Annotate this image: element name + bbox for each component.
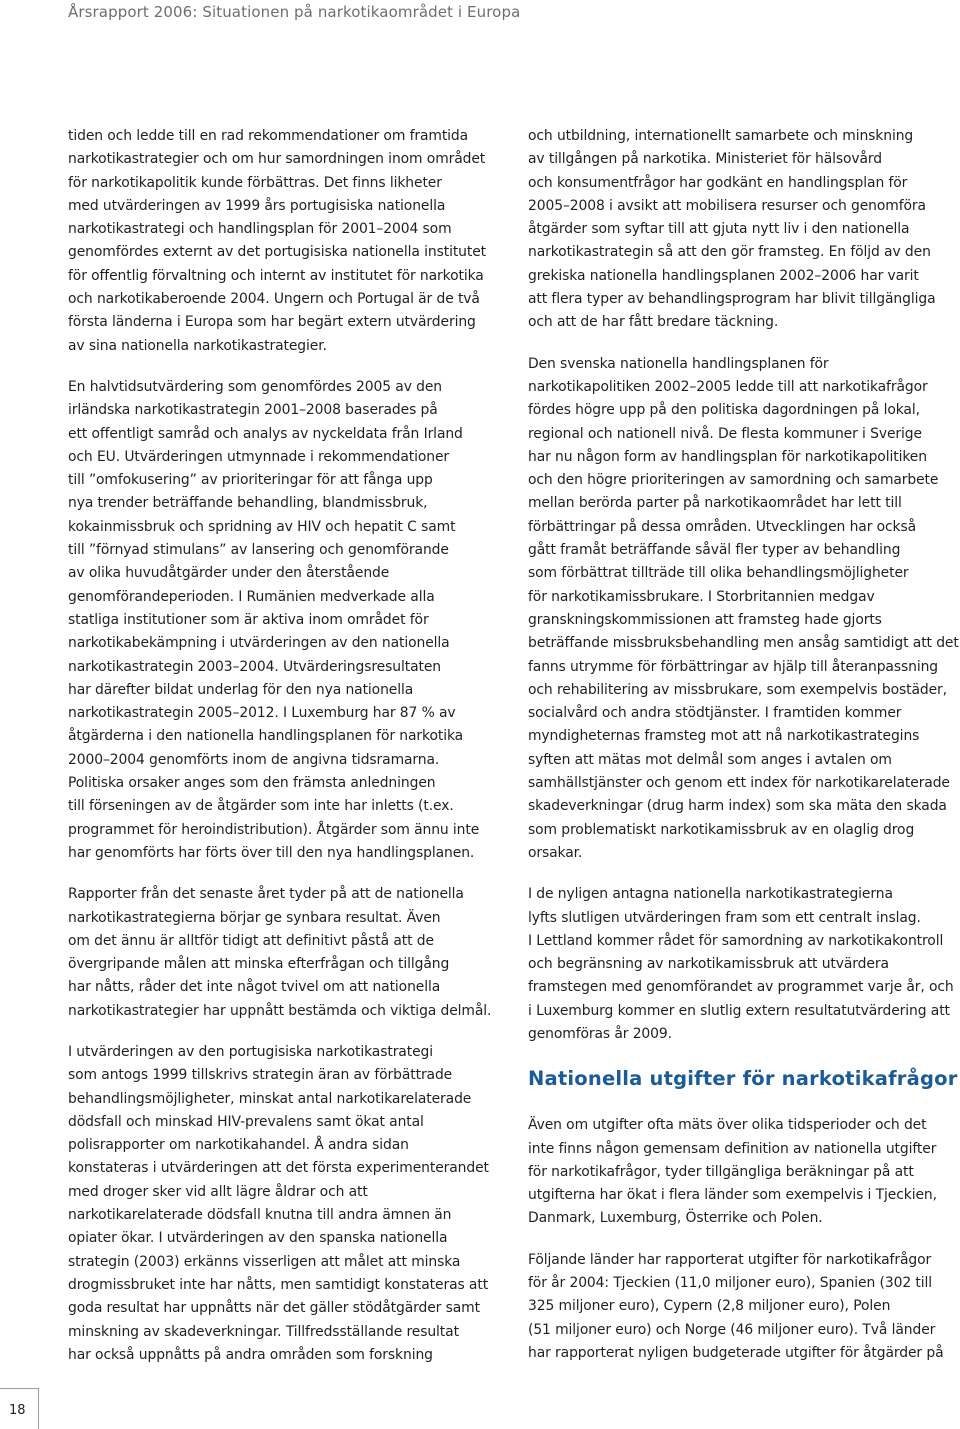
body-paragraph: I de nyligen antagna nationella narkotikastrategierna lyfts slutligen utvärderingen fram som ett centralt inslag. I Lettland kommer rådet för samordning av narkotikakontroll och begränsning av narkotikamissbruk att utvärdera framstegen med genomförandet av programmet varje år, och i Luxemburg kommer en slutlig extern resultatutvärdering att genomföras år 2009. [528, 886, 954, 1042]
right-column [528, 125, 960, 1383]
body-paragraph: Följande länder har rapporterat utgifter för narkotikafrågor för år 2004: Tjeckien (11,0 miljoner euro), Spanien (302 till 325 miljoner euro), Cypern (2,8 miljoner euro), Polen (51 miljoner euro) och Norge (46 miljoner euro). Två länder har rapporterat nyligen budgeterade utgifter för åtgärder på [528, 1251, 944, 1361]
body-paragraph: och utbildning, internationellt samarbete och minskning av tillgången på narkotika. Ministeriet för hälsovård och konsumentfrågor har godkänt en handlingsplan för 2005–2008 i avsikt att mobilisera resurser och genomföra åtgärder som syftar till att gjuta nytt liv i den nationella narkotikastrategin så att den gör framsteg. En följd av den grekiska nationella handlingsplanen 2002–2006 har varit att flera typer av behandlingsprogram har blivit tillgängliga och att de har fått bredare täckning. [528, 128, 936, 331]
body-paragraph: Den svenska nationella handlingsplanen för narkotikapolitiken 2002–2005 ledde till att narkotikafrågor fördes högre upp på den politiska dagordningen på lokal, regional och nationell nivå. De flesta kommuner i Sverige har nu någon form av handlingsplan för narkotikapolitiken och den högre prioriteringen av samordning och samarbete mellan berörda parter på narkotikaområdet har lett till förbättringar på dessa områden. Utvecklingen har också gått framåt beträffande såväl fler typer av behandling som förbättrat tillträde till olika behandlingsmöjligheter för narkotikamissbrukare. I Storbritannien medgav granskningskommissionen att framsteg hade gjorts beträffande missbruksbehandling men ansåg samtidigt att det fanns utrymme för förbättringar av hjälp till återanpassning och rehabilitering av missbrukare, som exempelvis bostäder, socialvård och andra stödtjänster. I framtiden kommer myndigheternas framsteg mot att nå narkotikastrategins syften att mätas mot delmål som anges i avtalen om samhällstjänster och genom ett index för narkotikarelaterade skadeverkningar (drug harm index) som ska mäta den skada som problematiskt narkotikamissbruk av en olaglig drog orsakar. [528, 355, 959, 861]
section-heading: Nationella utgifter för narkotikafrågor [528, 1067, 958, 1091]
body-paragraph: Även om utgifter ofta mäts över olika tidsperioder och det inte finns någon gemensam definition av nationella utgifter för narkotikafrågor, tyder tillgängliga beräkningar på att utgifterna har ökat i flera länder som exempelvis i Tjeckien, Danmark, Luxemburg, Österrike och Polen. [528, 1117, 937, 1227]
page-number-box [0, 1388, 39, 1429]
page-number: 18 [9, 1403, 26, 1418]
body-paragraph: Rapporter från det senaste året tyder på att de nationella narkotikastrategierna börjar ge synbara resultat. Även om det ännu är alltför tidigt att definitivt påstå att de övergripande målen att minska efterfrågan och tillgång har nåtts, råder det inte något tvivel om att nationella narkotikastrategier har uppnått bestämda och viktiga delmål. [68, 886, 492, 1019]
running-header: Årsrapport 2006: Situationen på narkotikaområdet i Europa [68, 3, 521, 21]
body-paragraph: En halvtidsutvärdering som genomfördes 2005 av den irländska narkotikastrategin 2001–2008 baserades på ett offentligt samråd och analys av nyckeldata från Irland och EU. Utvärderingen utmynnade i rekommendationer till ”omfokusering” av prioriteringar för att fånga upp nya trender beträffande behandling, blandmissbruk, kokainmissbruk och spridning av HIV och hepatit C samt till ”förnyad stimulans” av lansering och genomförande av olika huvudåtgärder under den återstående genomförandeperioden. I Rumänien medverkade alla statliga institutioner som är aktiva inom området för narkotikabekämpning i utvärderingen av den nationella narkotikastrategin 2003–2004. Utvärderingsresultaten har därefter bildat underlag för den nya nationella narkotikastrategin 2005–2012. I Luxemburg har 87 % av åtgärderna i den nationella handlingsplanen för narkotika 2000–2004 genomförts inom de angivna tidsramarna. Politiska orsaker anges som den främsta anledningen till förseningen av de åtgärder som inte har inletts (t.ex. programmet för heroindistribution). Åtgärder som ännu inte har genomförts har förts över till den nya handlingsplanen. [68, 378, 480, 861]
body-paragraph: I utvärderingen av den portugisiska narkotikastrategi som antogs 1999 tillskrivs strategin äran av förbättrade behandlingsmöjligheter, minskat antal narkotikarelaterade dödsfall och minskad HIV-prevalens samt ökat antal polisrapporter om narkotikahandel. Å andra sidan konstateras i utvärderingen att det första experimenterandet med droger sker vid allt lägre åldrar och att narkotikarelaterade dödsfall knutna till andra ämnen än opiater ökar. I utvärderingen av den spanska nationella strategin (2003) erkänns visserligen att målet att minska drogmissbruket inte har nåtts, men samtidigt konstateras att goda resultat har uppnåtts när det gäller stödåtgärder samt minskning av skadeverkningar. Tillfredsställande resultat har också uppnåtts på andra områden som forskning [68, 1043, 489, 1363]
body-paragraph: tiden och ledde till en rad rekommendationer om framtida narkotikastrategier och om hur samordningen inom området för narkotikapolitik kunde förbättras. Det finns likheter med utvärderingen av 1999 års portugisiska nationella narkotikastrategi och handlingsplan för 2001–2004 som genomfördes externt av det portugisiska nationella institutet för offentlig förvaltning och internt av institutet för narkotika och narkotikaberoende 2004. Ungern och Portugal är de två första länderna i Europa som har begärt extern utvärdering av sina nationella narkotikastrategier. [68, 128, 487, 354]
left-column [68, 125, 498, 1385]
